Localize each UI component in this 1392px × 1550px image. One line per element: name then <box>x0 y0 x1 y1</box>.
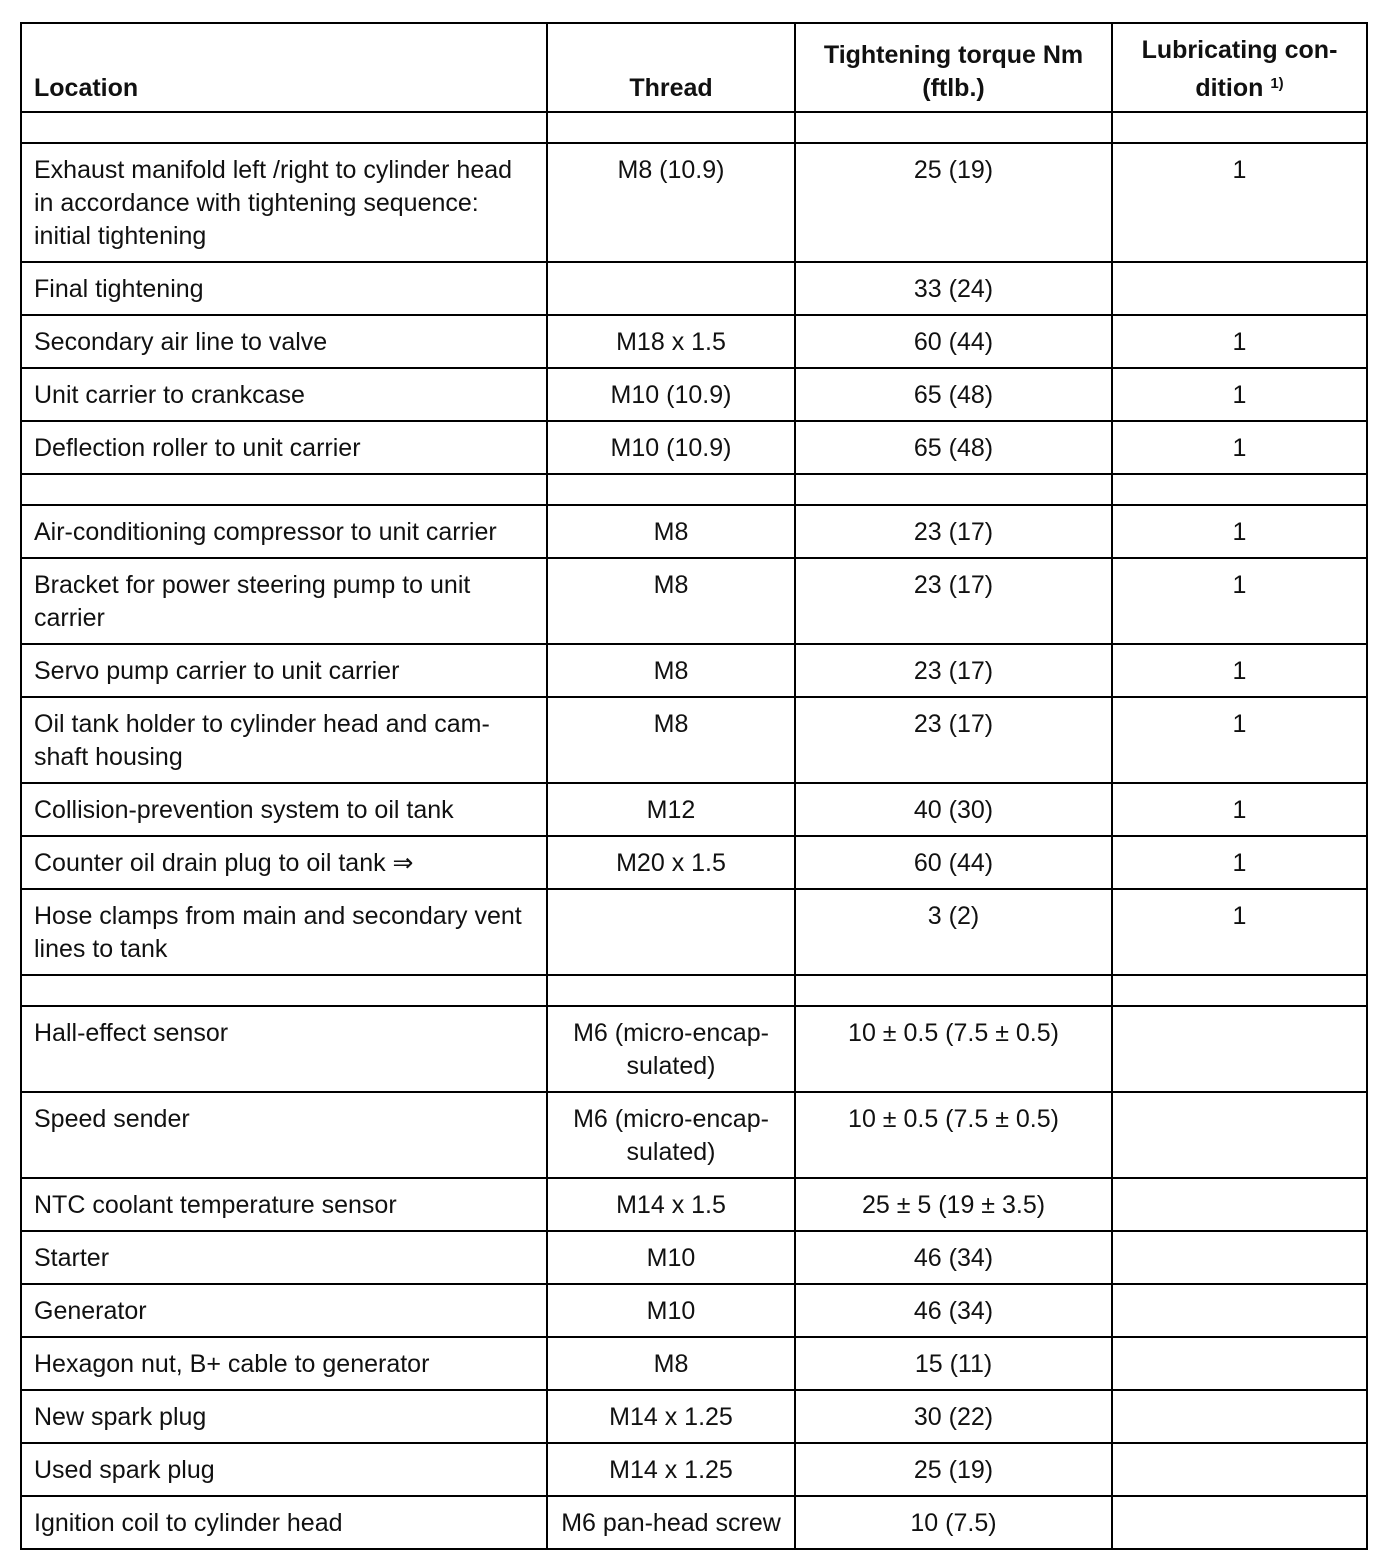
header-lubricating-condition <box>1112 23 1367 112</box>
spacer-cell <box>21 474 547 505</box>
document-page <box>20 22 1366 1550</box>
thread-cell: M8 <box>547 1337 795 1390</box>
location-cell: Hose clamps from main and secondary vent lines to tank <box>21 889 547 975</box>
table-row <box>21 558 1367 644</box>
thread-cell: M20 x 1.5 <box>547 836 795 889</box>
lubricating-condition-cell <box>1112 1092 1367 1178</box>
thread-cell: M6 (micro-encap-sulated) <box>547 1092 795 1178</box>
header-torque-line2: (ftlb.) <box>922 74 985 102</box>
table-row <box>21 836 1367 889</box>
lubricating-condition-cell: 1 <box>1112 143 1367 262</box>
thread-cell: M14 x 1.25 <box>547 1390 795 1443</box>
table-row <box>21 1496 1367 1549</box>
location-cell: Ignition coil to cylinder head <box>21 1496 547 1549</box>
table-row <box>21 697 1367 783</box>
torque-cell: 30 (22) <box>795 1390 1112 1443</box>
spacer-cell <box>21 112 547 143</box>
location-cell: Secondary air line to valve <box>21 315 547 368</box>
spacer-cell <box>795 112 1112 143</box>
thread-cell <box>547 262 795 315</box>
torque-cell: 60 (44) <box>795 836 1112 889</box>
table-row <box>21 421 1367 474</box>
header-tightening-torque <box>795 23 1112 112</box>
location-cell: NTC coolant temperature sensor <box>21 1178 547 1231</box>
spacer-cell <box>547 975 795 1006</box>
table-body <box>21 112 1367 1549</box>
table-spacer-row <box>21 474 1367 505</box>
torque-cell: 10 ± 0.5 (7.5 ± 0.5) <box>795 1092 1112 1178</box>
lubricating-condition-cell <box>1112 1006 1367 1092</box>
location-cell: Exhaust manifold left /right to cylinder head in accordance with tightening sequence: initial tightening <box>21 143 547 262</box>
lubricating-condition-cell <box>1112 1284 1367 1337</box>
lubricating-condition-cell: 1 <box>1112 836 1367 889</box>
lubricating-condition-cell: 1 <box>1112 315 1367 368</box>
thread-cell <box>547 889 795 975</box>
torque-cell: 46 (34) <box>795 1231 1112 1284</box>
header-location: Location <box>21 23 547 112</box>
spacer-cell <box>795 474 1112 505</box>
thread-cell: M10 (10.9) <box>547 368 795 421</box>
location-cell: Counter oil drain plug to oil tank ⇒ <box>21 836 547 889</box>
torque-cell: 60 (44) <box>795 315 1112 368</box>
torque-cell: 23 (17) <box>795 505 1112 558</box>
torque-cell: 25 ± 5 (19 ± 3.5) <box>795 1178 1112 1231</box>
torque-cell: 65 (48) <box>795 421 1112 474</box>
thread-cell: M6 pan-head screw <box>547 1496 795 1549</box>
thread-cell: M8 <box>547 697 795 783</box>
torque-cell: 65 (48) <box>795 368 1112 421</box>
torque-cell: 33 (24) <box>795 262 1112 315</box>
spacer-cell <box>1112 975 1367 1006</box>
location-cell: Generator <box>21 1284 547 1337</box>
table-row <box>21 783 1367 836</box>
lubricating-condition-cell <box>1112 1337 1367 1390</box>
table-spacer-row <box>21 975 1367 1006</box>
spacer-cell <box>21 975 547 1006</box>
table-row <box>21 1443 1367 1496</box>
location-cell: Hexagon nut, B+ cable to generator <box>21 1337 547 1390</box>
lubricating-condition-cell: 1 <box>1112 644 1367 697</box>
table-spacer-row <box>21 112 1367 143</box>
lubricating-condition-cell: 1 <box>1112 368 1367 421</box>
header-lub-line2: dition <box>1195 74 1264 102</box>
thread-cell: M10 <box>547 1284 795 1337</box>
spacer-cell <box>1112 112 1367 143</box>
lubricating-condition-cell: 1 <box>1112 889 1367 975</box>
table-row <box>21 1390 1367 1443</box>
lubricating-condition-cell: 1 <box>1112 783 1367 836</box>
thread-cell: M12 <box>547 783 795 836</box>
location-cell: Servo pump carrier to unit carrier <box>21 644 547 697</box>
lubricating-condition-cell <box>1112 1231 1367 1284</box>
lubricating-condition-cell: 1 <box>1112 558 1367 644</box>
location-cell: Oil tank holder to cylinder head and cam-shaft housing <box>21 697 547 783</box>
thread-cell: M10 <box>547 1231 795 1284</box>
table-row <box>21 1231 1367 1284</box>
table-row <box>21 143 1367 262</box>
location-cell: Collision-prevention system to oil tank <box>21 783 547 836</box>
table-row <box>21 1337 1367 1390</box>
lubricating-condition-cell <box>1112 1496 1367 1549</box>
location-cell: Hall-effect sensor <box>21 1006 547 1092</box>
torque-cell: 23 (17) <box>795 697 1112 783</box>
table-row <box>21 1092 1367 1178</box>
header-thread: Thread <box>547 23 795 112</box>
table-header-row <box>21 23 1367 112</box>
lubricating-condition-cell <box>1112 1390 1367 1443</box>
torque-specification-table <box>20 22 1368 1550</box>
table-row <box>21 1284 1367 1337</box>
torque-cell: 10 ± 0.5 (7.5 ± 0.5) <box>795 1006 1112 1092</box>
header-lub-footnote: 1) <box>1270 75 1284 92</box>
table-row <box>21 505 1367 558</box>
spacer-cell <box>547 474 795 505</box>
table-row <box>21 644 1367 697</box>
lubricating-condition-cell: 1 <box>1112 505 1367 558</box>
torque-cell: 23 (17) <box>795 644 1112 697</box>
lubricating-condition-cell <box>1112 1178 1367 1231</box>
thread-cell: M8 <box>547 505 795 558</box>
lubricating-condition-cell <box>1112 262 1367 315</box>
thread-cell: M14 x 1.5 <box>547 1178 795 1231</box>
location-cell: Used spark plug <box>21 1443 547 1496</box>
table-row <box>21 1178 1367 1231</box>
location-cell: Starter <box>21 1231 547 1284</box>
lubricating-condition-cell <box>1112 1443 1367 1496</box>
torque-cell: 40 (30) <box>795 783 1112 836</box>
thread-cell: M6 (micro-encap-sulated) <box>547 1006 795 1092</box>
table-row <box>21 368 1367 421</box>
thread-cell: M10 (10.9) <box>547 421 795 474</box>
torque-cell: 25 (19) <box>795 143 1112 262</box>
thread-cell: M8 <box>547 558 795 644</box>
table-row <box>21 1006 1367 1092</box>
torque-cell: 3 (2) <box>795 889 1112 975</box>
spacer-cell <box>795 975 1112 1006</box>
torque-cell: 15 (11) <box>795 1337 1112 1390</box>
thread-cell: M14 x 1.25 <box>547 1443 795 1496</box>
spacer-cell <box>1112 474 1367 505</box>
location-cell: Bracket for power steering pump to unit carrier <box>21 558 547 644</box>
table-row <box>21 889 1367 975</box>
lubricating-condition-cell: 1 <box>1112 421 1367 474</box>
spacer-cell <box>547 112 795 143</box>
thread-cell: M8 <box>547 644 795 697</box>
torque-cell: 10 (7.5) <box>795 1496 1112 1549</box>
table-row <box>21 315 1367 368</box>
header-lub-line1: Lubricating con- <box>1141 36 1338 64</box>
location-cell: Air-conditioning compressor to unit carrier <box>21 505 547 558</box>
location-cell: Deflection roller to unit carrier <box>21 421 547 474</box>
torque-cell: 25 (19) <box>795 1443 1112 1496</box>
header-torque-line1: Tightening torque Nm <box>823 41 1084 69</box>
location-cell: Final tightening <box>21 262 547 315</box>
thread-cell: M18 x 1.5 <box>547 315 795 368</box>
location-cell: Speed sender <box>21 1092 547 1178</box>
torque-cell: 46 (34) <box>795 1284 1112 1337</box>
location-cell: New spark plug <box>21 1390 547 1443</box>
lubricating-condition-cell: 1 <box>1112 697 1367 783</box>
table-row <box>21 262 1367 315</box>
torque-cell: 23 (17) <box>795 558 1112 644</box>
thread-cell: M8 (10.9) <box>547 143 795 262</box>
location-cell: Unit carrier to crankcase <box>21 368 547 421</box>
